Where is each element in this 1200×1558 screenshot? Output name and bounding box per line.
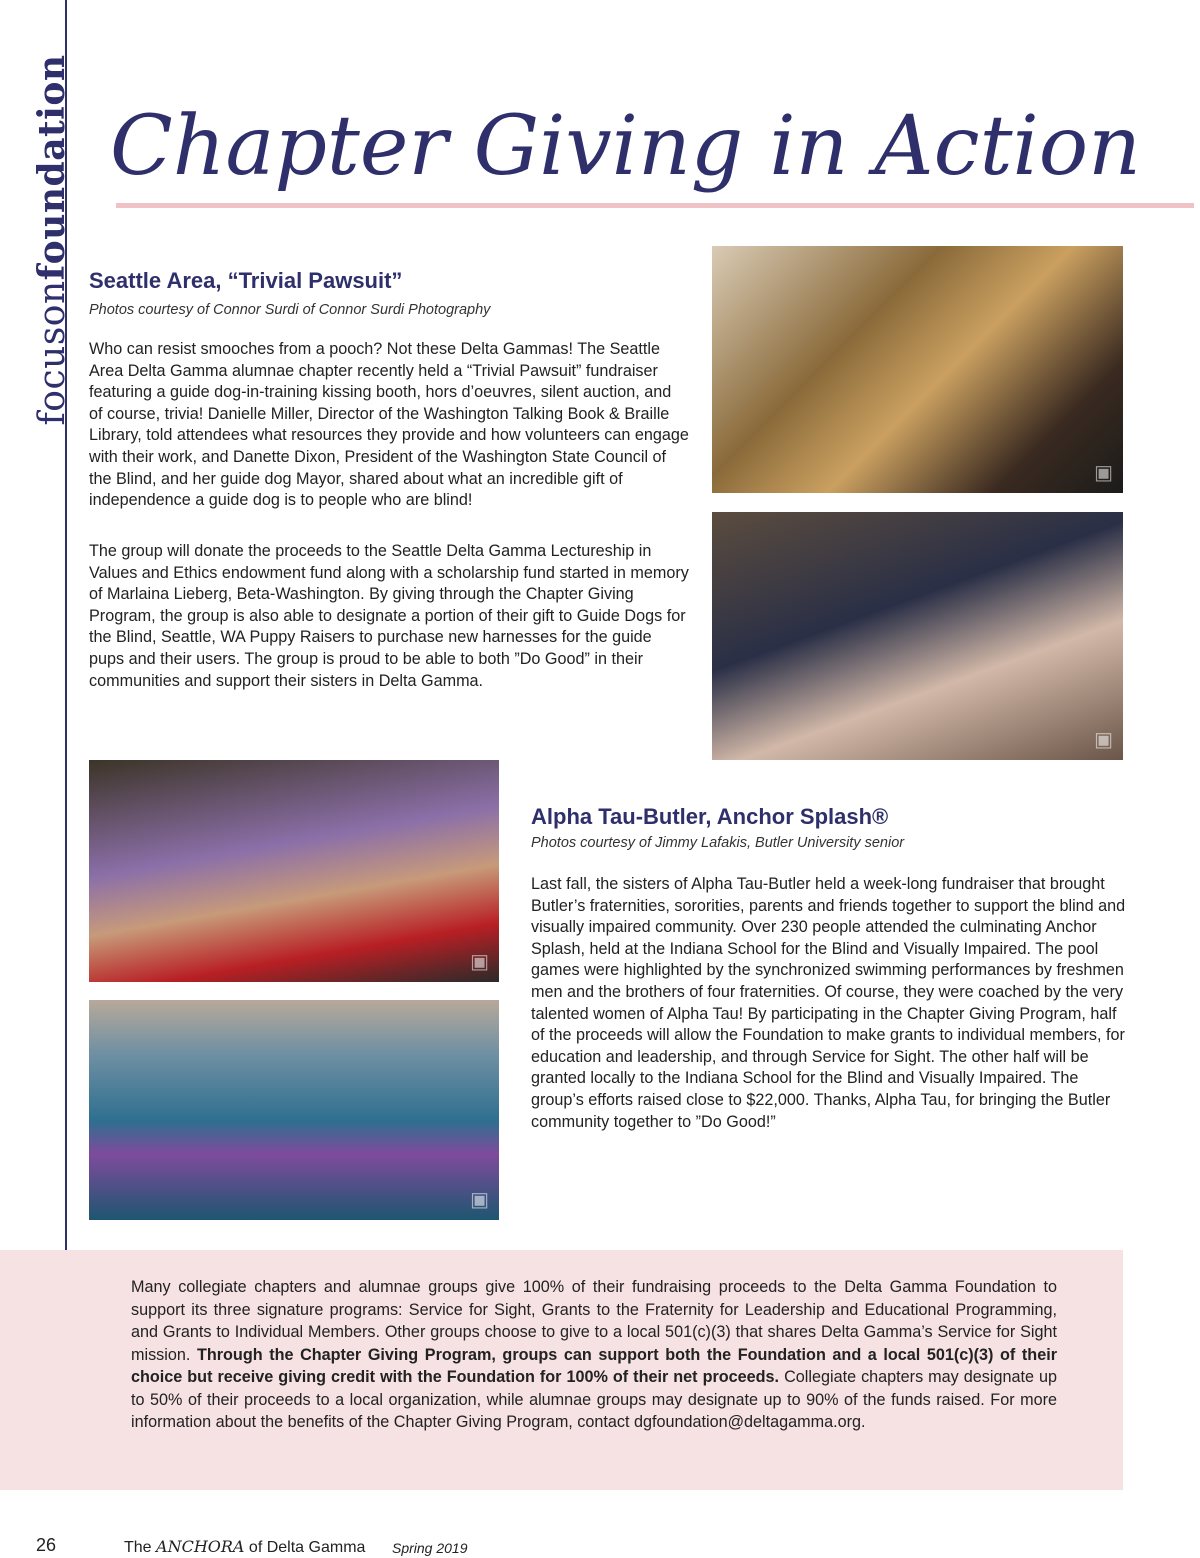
publication-prefix: The [124,1539,157,1556]
info-callout-text [131,1276,1057,1434]
info-text-bold: Through the Chapter Giving Program, groups can support both the Foundation and a local 501(c)(3) of their choice but receive giving credit with the Foundation for 100% of their net proceeds. [131,1345,1057,1386]
info-text-intro: Many collegiate chapters and alumnae groups give 100% of their fundraising proceeds to the Delta Gamma Foundation to support its three signature programs: Service for Sight, Grants to the Fraternity for Leadership and Educational Programming, and Grants to Individual Members. Other groups choose to give to a local 501(c)(3) that shares Delta Gamma’s Service for Sight mission. [131,1278,1057,1364]
publication-name [124,1537,365,1557]
sidebar-label-prefix: focuson [32,280,73,426]
publication-suffix: of Delta Gamma [244,1539,366,1556]
section-paragraph-seattle-2: The group will donate the proceeds to the Seattle Delta Gamma Lectureship in Values and Ethics endowment fund along with a scholarship fund started in memory of Marlaina Lieberg, Beta-Washington. By giving through the Chapter Giving Program, the group is also able to designate a portion of their gift to Guide Dogs for the Blind, Seattle, WA Puppy Raisers to purchase new harnesses for the guide pups and their users. The group is proud to be able to both ”Do Good” in their communities and support their sisters in Delta Gamma. [89,542,689,690]
photo-credit-seattle: Photos courtesy of Connor Surdi of Connor Surdi Photography [89,302,491,318]
photo-icon: ▣ [1094,462,1113,484]
section-paragraph-alpha-tau: Last fall, the sisters of Alpha Tau-Butler held a week-long fundraiser that brought Butler’s fraternities, sororities, parents and friends together to support the blind and visually impaired community. Over 230 people attended the culminating Anchor Splash, held at the Indiana School for the Blind and Visually Impaired. The pool games were highlighted by the synchronized swimming performances by freshmen men and the brothers of four fraternities. Of course, they were coached by the very talented women of Alpha Tau! By participating in the Chapter Giving Program, half of the proceeds will allow the Foundation to make grants to individual members, for education and leadership, and through Service for Sight. The other half will be granted locally to the Indiana School for the Blind and Visually Impaired. The group’s efforts raised close to $22,000. Thanks, Alpha Tau, for bringing the Butler community together to ”Do Good!” [531,875,1126,1131]
publication-magazine: ANCHORA [156,1537,245,1556]
sidebar-label [27,40,77,440]
page-title: Chapter Giving in Action [110,99,1141,194]
sidebar-label-suffix: foundation [31,54,73,281]
issue-date: Spring 2019 [392,1540,468,1556]
section-heading-alpha-tau: Alpha Tau-Butler, Anchor Splash® [531,804,889,829]
section-heading-seattle: Seattle Area, “Trivial Pawsuit” [89,268,403,293]
photo-icon: ▣ [470,1189,489,1211]
photo-team-lifeguard [89,760,499,982]
photo-pool-swimmers [89,1000,499,1220]
info-text-outro: Collegiate chapters may designate up to 50% of their proceeds to a local organization, while alumnae groups may designate up to 90% of the funds raised. For more information about the benefits of the Chapter Giving Program, contact dgfoundation@deltagamma.org. [131,1368,1058,1431]
section-paragraph-seattle-1: Who can resist smooches from a pooch? Not these Delta Gammas! The Seattle Area Delta Gamma alumnae chapter recently held a “Trivial Pawsuit” fundraiser featuring a guide dog-in-training kissing booth, hors d’oeuvres, silent auction, and of course, trivia! Danielle Miller, Director of the Washington Talking Book & Braille Library, told attendees what resources they provide and how volunteers can engage with their work, and Danette Dixon, President of the Washington State Council of the Blind, and her guide dog Mayor, shared about what an incredible gift of independence a guide dog is to people who are blind! [89,340,689,510]
page-number: 26 [36,1535,57,1555]
photo-icon: ▣ [1094,729,1113,751]
photo-icon: ▣ [470,951,489,973]
title-underline [116,203,1194,208]
photo-event-attendees [712,512,1123,760]
photo-credit-alpha-tau: Photos courtesy of Jimmy Lafakis, Butler University senior [531,835,905,851]
photo-dog-kiss [712,246,1123,493]
